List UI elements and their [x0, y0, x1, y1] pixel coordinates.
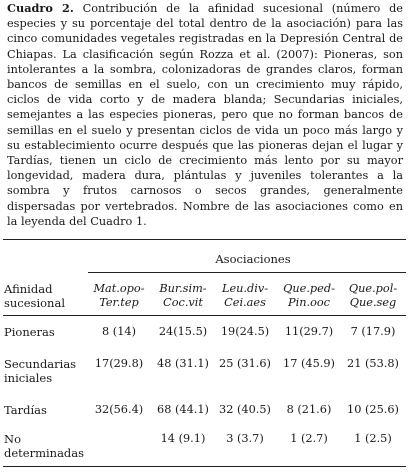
column-header-line: Bur.sim- [159, 282, 207, 295]
table-cell: 68 (44.1) [157, 403, 209, 416]
associations-group-header: Asociaciones [215, 252, 291, 266]
table-caption [7, 1, 403, 229]
table-top-rule [3, 239, 406, 240]
row-label-line: No [4, 432, 21, 446]
table-cell: 3 (3.7) [226, 432, 264, 445]
column-header-que-pin [278, 282, 340, 310]
table-cell: 11(29.7) [284, 325, 334, 338]
table-cell: 8 (14) [102, 325, 136, 338]
header-bottom-rule [3, 315, 406, 316]
table-cell: 7 (17.9) [350, 325, 396, 338]
column-header-line: Ter.tep [99, 296, 139, 309]
row-label-no-determinadas [4, 432, 84, 460]
column-header-line: Que.pol- [348, 282, 398, 295]
table-cell: 17(29.8) [94, 357, 144, 370]
row-label-tardias [4, 403, 47, 417]
table-cell: 8 (21.6) [286, 403, 332, 416]
table-cell: 1 (2.5) [354, 432, 392, 445]
table-cell: 14 (9.1) [160, 432, 206, 445]
column-header-leu-cei [214, 282, 276, 310]
table-cell: 17 (45.9) [283, 357, 335, 370]
table-cell: 32(56.4) [94, 403, 144, 416]
group-header-rule [88, 272, 406, 273]
column-header-que-seg [342, 282, 404, 310]
column-header-mat-ter [88, 282, 150, 310]
row-label-line: Tardías [4, 403, 47, 417]
row-label-line: determinadas [4, 446, 85, 460]
table-cell: 10 (25.6) [347, 403, 399, 416]
column-header-line: Coc.vit [163, 296, 203, 309]
column-header-line: Mat.opo- [93, 282, 145, 295]
column-header-line: Que.ped- [283, 282, 335, 295]
table-bottom-rule [3, 466, 406, 467]
table-cell: 19(24.5) [220, 325, 270, 338]
column-header-line: Que.seg [349, 296, 397, 309]
table-cell: 21 (53.8) [347, 357, 399, 370]
column-header-line: Leu.div- [221, 282, 269, 295]
first-column-header-line: sucesional [4, 296, 65, 310]
column-header-line: Pin.ooc [287, 296, 330, 309]
row-label-line: Pioneras [4, 325, 55, 339]
column-header-bur-coc [152, 282, 214, 310]
first-column-header [4, 282, 65, 310]
row-label-secundarias-iniciales [4, 357, 76, 385]
table-cell: 48 (31.1) [157, 357, 209, 370]
table-cell: 1 (2.7) [290, 432, 328, 445]
row-label-pioneras [4, 325, 55, 339]
row-label-line: Secundarias [4, 357, 77, 371]
row-label-line: iniciales [4, 371, 53, 385]
first-column-header-line: Afinidad [4, 282, 53, 296]
table-cell: 24(15.5) [158, 325, 208, 338]
caption-text: Contribución de la afinidad sucesional (número de especies y su porcentaje del total dentro de la asociación) para las cinco comunidades vegetales registradas en la Depresión Central de Chiapas. La clasificación según Rozza et al. (2007): Pioneras, son intolerantes a la sombra, colonizadoras de grandes claros, forman bancos de semillas en el suelo, con un crecimiento muy rápido, ciclos de vida corto y de madera blanda; Secundarias iniciales, semejantes a las especies pioneras, pero que no forman bancos de semillas en el suelo y presentan ciclos de vida un poco más largo y su establecimiento ocurre después que las pioneras dejan el lugar y Tardías, tienen un ciclo de crecimiento más lento por su mayor longevidad, madera dura, plántulas y juveniles tolerantes a la sombra y frutos carnosos o secos grandes, generalmente dispersadas por vertebrados. Nombre de las asociaciones como en la leyenda del Cuadro 1. [7, 2, 403, 228]
column-header-line: Cei.aes [224, 296, 266, 309]
table-cell: 25 (31.6) [219, 357, 271, 370]
table-cell: 32 (40.5) [219, 403, 271, 416]
caption-label: Cuadro 2. [7, 1, 74, 15]
